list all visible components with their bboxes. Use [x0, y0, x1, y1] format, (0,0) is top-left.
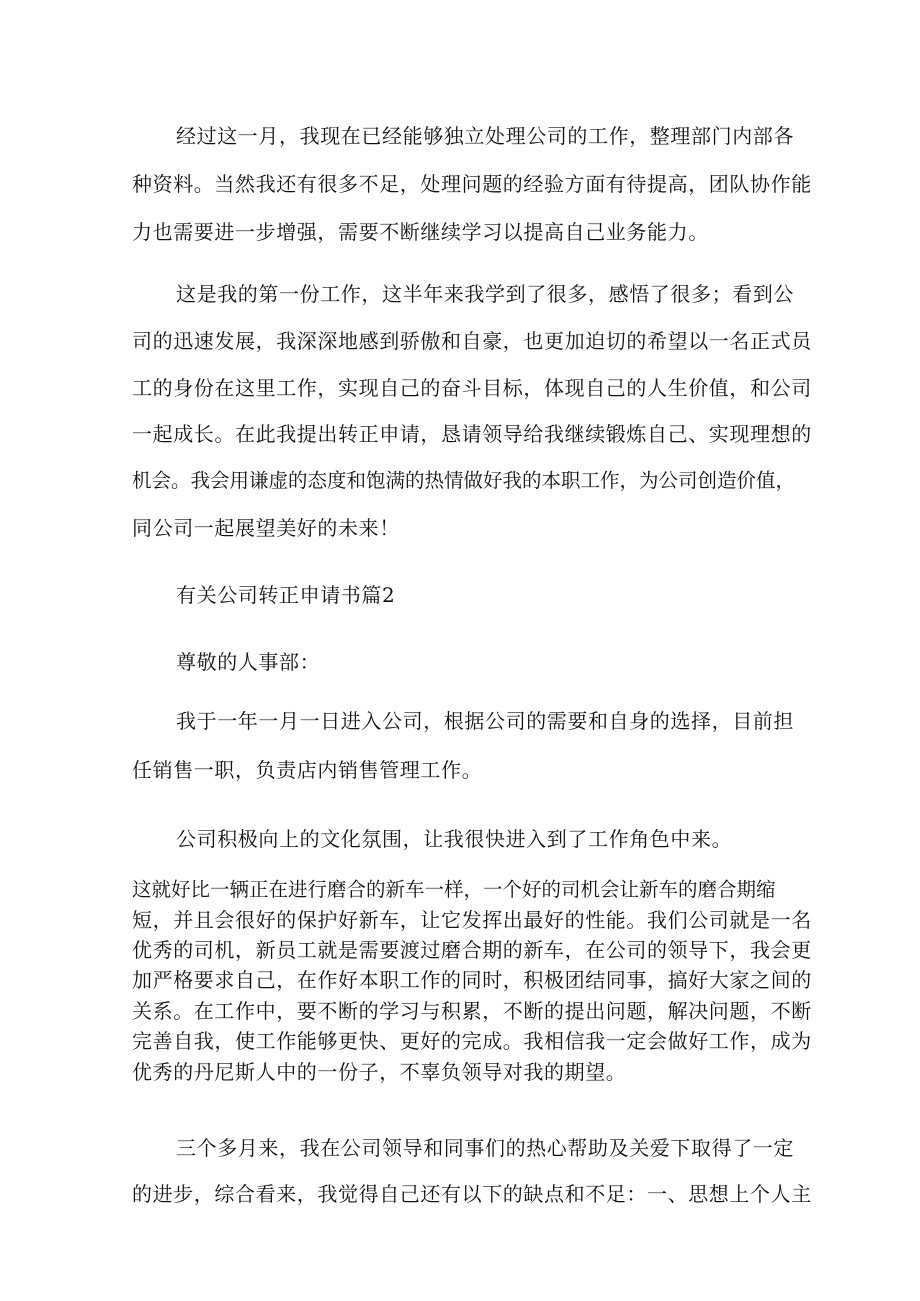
paragraph-2-line-3: 工的身份在这里工作，实现自己的奋斗目标，体现自己的人生价值，和公司: [132, 376, 812, 400]
paragraph-1-line-3: 力也需要进一步增强，需要不断继续学习以提高自己业务能力。: [132, 220, 709, 244]
paragraph-5-line-3: 优秀的司机，新员工就是需要渡过磨合期的新车，在公司的领导下，我会更: [132, 938, 812, 962]
paragraph-6-line-1: 三个多月来，我在公司领导和同事们的热心帮助及关爱下取得了一定: [176, 1136, 794, 1160]
paragraph-3-line-2: 任销售一职，负责店内销售管理工作。: [132, 758, 483, 782]
paragraph-5-line-6: 完善自我，使工作能够更快、更好的完成。我相信我一定会做好工作，成为: [132, 1029, 812, 1053]
paragraph-2-line-5: 机会。我会用谦虚的态度和饱满的热情做好我的本职工作，为公司创造价值，: [132, 469, 796, 492]
salutation: 尊敬的人事部：: [176, 650, 321, 674]
paragraph-2-line-2: 司的迅速发展，我深深地感到骄傲和自豪，也更加迫切的希望以一名正式员: [132, 329, 812, 353]
section-title: 有关公司转正申请书篇2: [176, 583, 396, 607]
paragraph-2-line-6: 同公司一起展望美好的未来！: [132, 516, 400, 540]
paragraph-5-line-5: 关系。在工作中，要不断的学习与积累，不断的提出问题，解决问题，不断: [132, 999, 812, 1023]
paragraph-2-line-1: 这是我的第一份工作，这半年来我学到了很多，感悟了很多；看到公: [176, 282, 794, 306]
paragraph-4-line-1: 公司积极向上的文化氛围，让我很快进入到了工作角色中来。: [176, 827, 733, 851]
paragraph-5-line-2: 短，并且会很好的保护好新车，让它发挥出最好的性能。我们公司就是一名: [132, 908, 812, 932]
paragraph-6-line-2: 的进步，综合看来，我觉得自己还有以下的缺点和不足：一、思想上个人主: [132, 1182, 812, 1206]
paragraph-2-line-4: 一起成长。在此我提出转正申请，恳请领导给我继续锻炼自己、实现理想的: [132, 422, 812, 446]
paragraph-3-line-1: 我于一年一月一日进入公司，根据公司的需要和自身的选择，目前担: [176, 709, 794, 733]
paragraph-5-line-1: 这就好比一辆正在进行磨合的新车一样，一个好的司机会让新车的磨合期缩: [132, 878, 776, 901]
paragraph-1-line-1: 经过这一月，我现在已经能够独立处理公司的工作，整理部门内部各: [176, 124, 794, 148]
paragraph-5-line-7: 优秀的丹尼斯人中的一份子，不辜负领导对我的期望。: [132, 1060, 627, 1084]
paragraph-1-line-2: 种资料。当然我还有很多不足，处理问题的经验方面有待提高，团队协作能: [132, 172, 812, 196]
paragraph-5-line-4: 加严格要求自己，在作好本职工作的同时，积极团结同事，搞好大家之间的: [132, 968, 812, 992]
